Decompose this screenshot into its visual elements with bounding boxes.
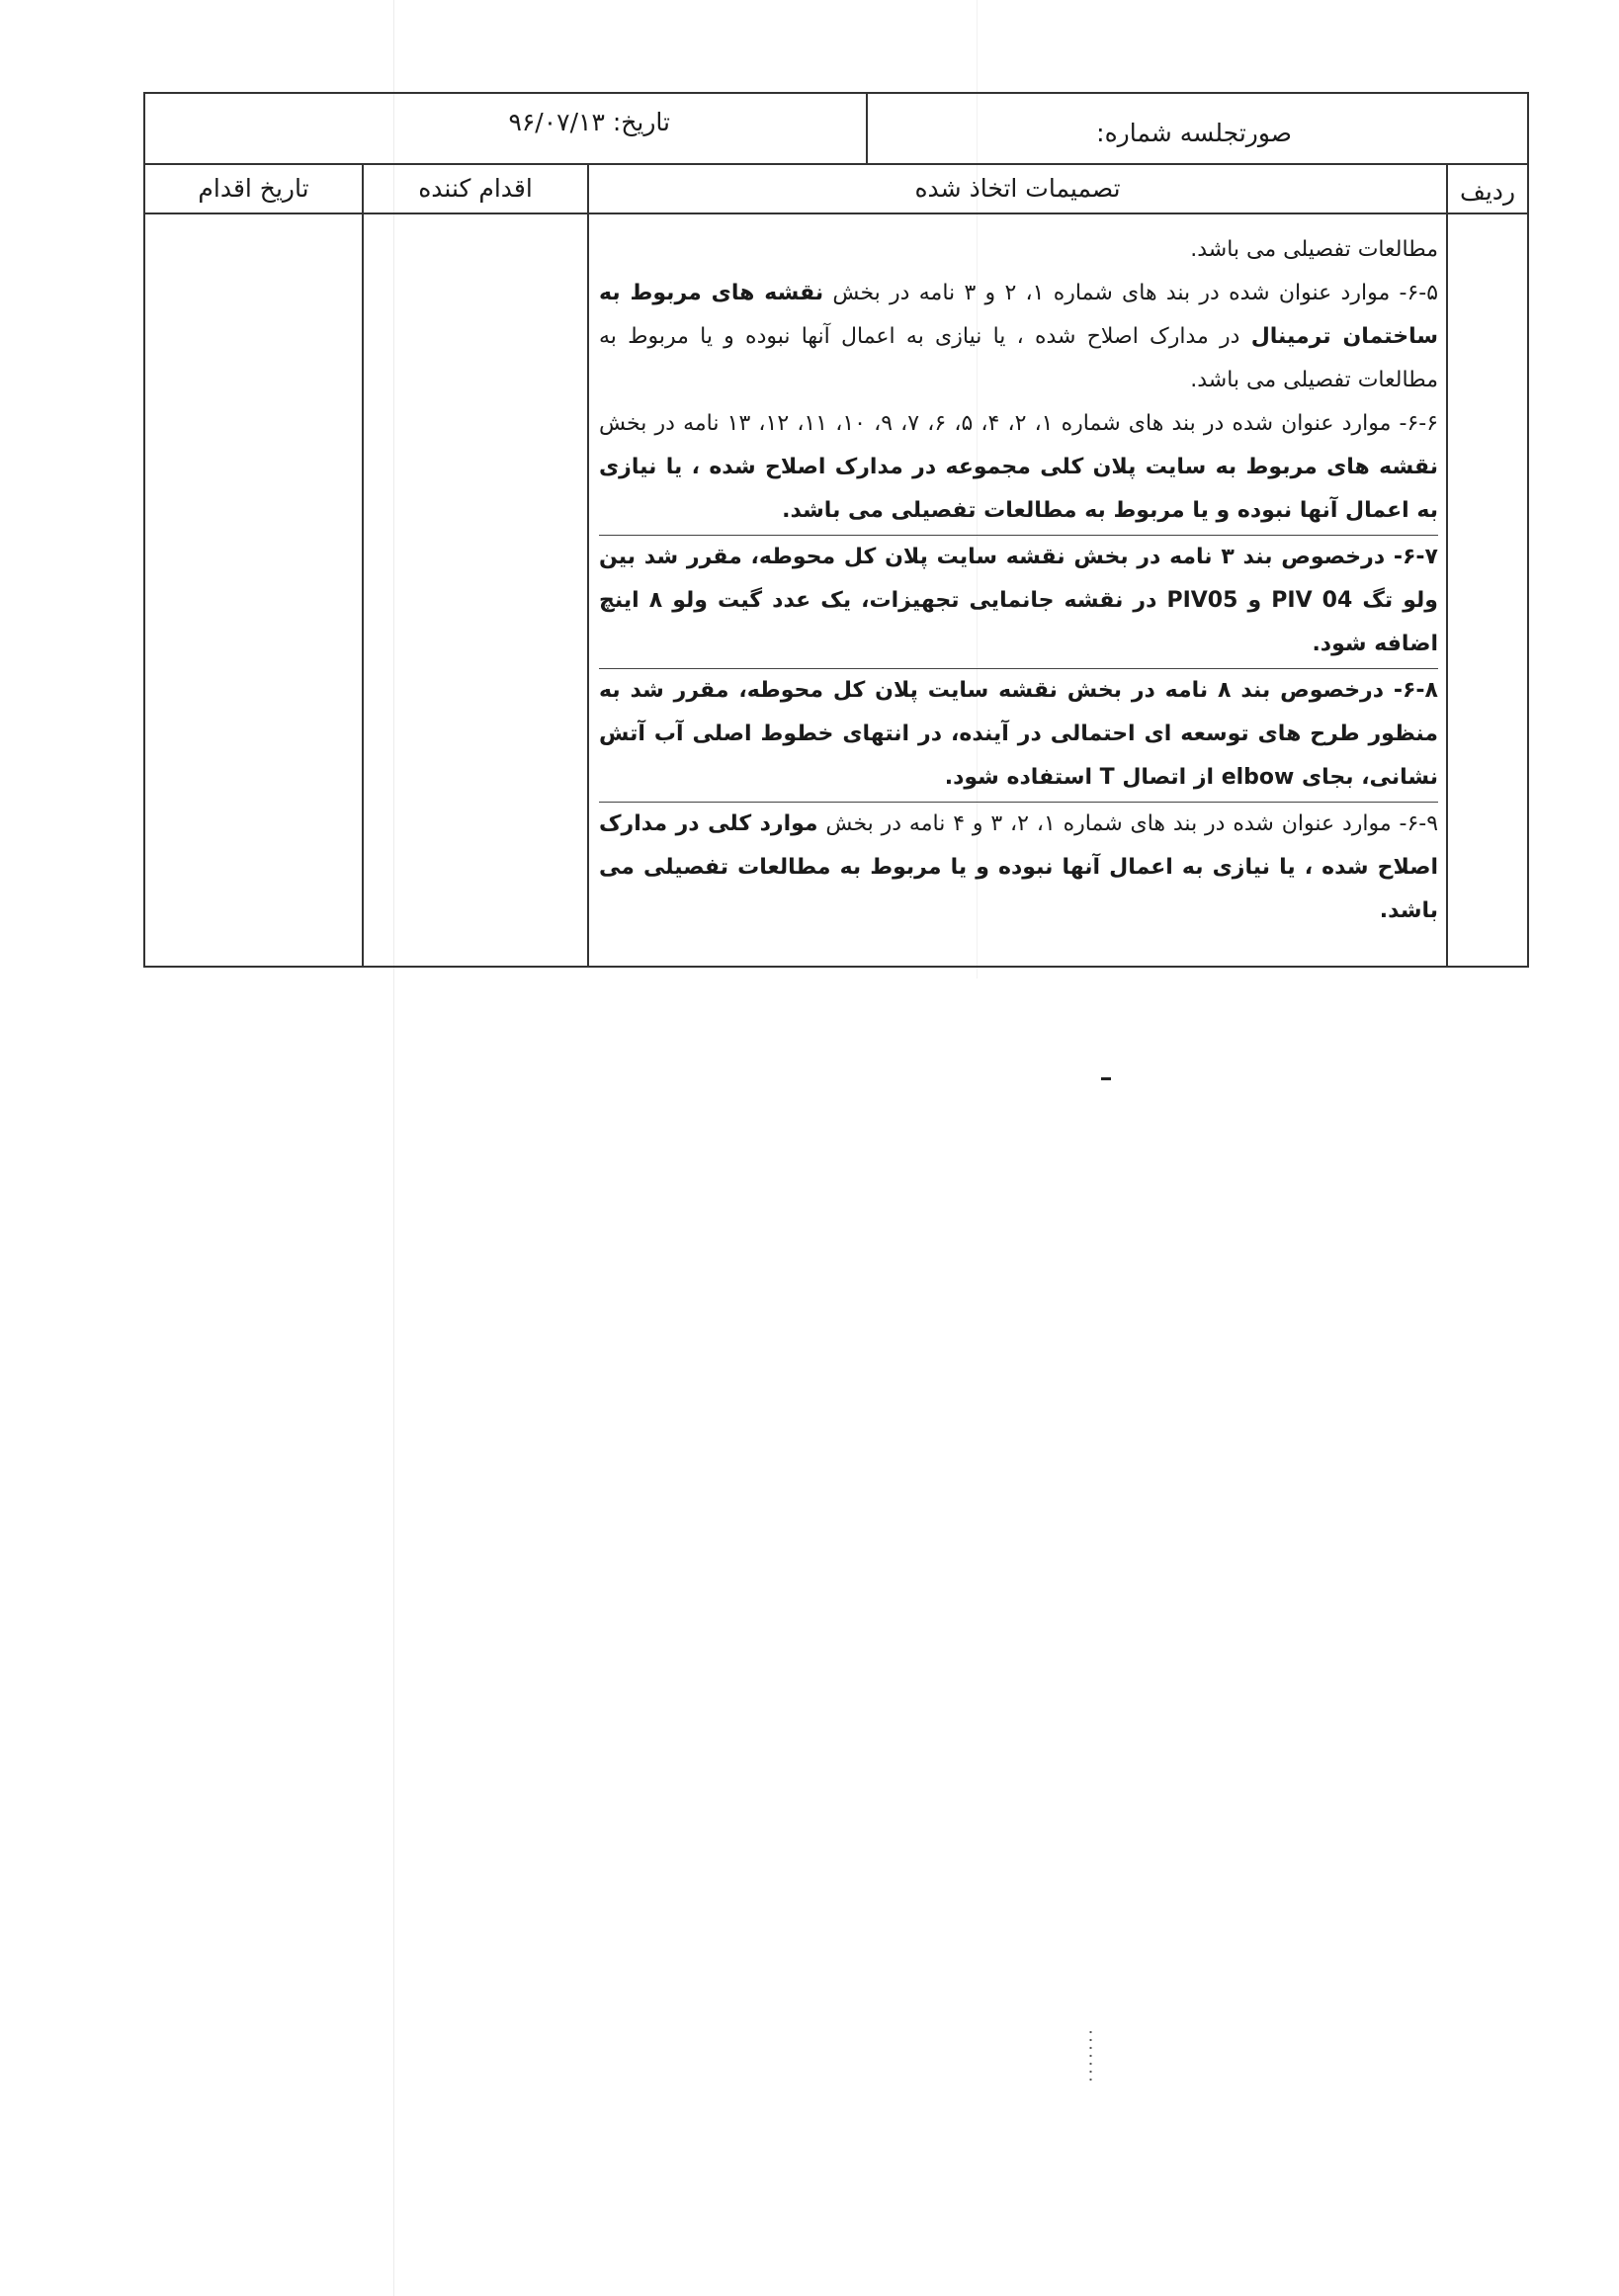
- decision-6-6-text-a: ۶-۶- موارد عنوان شده در بند های شماره ۱، ۲، ۴، ۵، ۶، ۷، ۹، ۱۰، ۱۱، ۱۲، ۱۳ نامه در بخش: [599, 411, 1439, 436]
- row-number-cell: [1446, 214, 1527, 966]
- column-header-row-no-label: ردیف: [1459, 177, 1516, 206]
- meeting-number-label: صورتجلسه شماره:: [1096, 119, 1292, 147]
- decision-6-6-emphasis: نقشه های مربوط به سایت پلان کلی مجموعه: [945, 455, 1438, 479]
- column-header-actor-label: اقدام کننده: [418, 174, 533, 203]
- decisions-text: [589, 214, 1446, 933]
- column-header-decisions: [587, 165, 1446, 213]
- meeting-date-label: تاریخ: ۹۶/۰۷/۱۳: [508, 108, 670, 136]
- decisions-cell: [587, 214, 1446, 966]
- decision-6-5-text-a: ۶-۵- موارد عنوان شده در بند های شماره ۱، ۲ و ۳ نامه در بخش: [823, 281, 1439, 305]
- decision-6-9-emphasis: موارد کلی: [708, 811, 818, 836]
- dotted-mark: [1089, 2028, 1092, 2083]
- decision-item-6-7: ۶-۷- درخصوص بند ۳ نامه در بخش نقشه سایت پلان کل محوطه، مقرر شد بین ولو تگ PIV 04 و PIV05 در نقشه جانمایی تجهیزات، یک عدد گیت ولو ۸ اینچ اضافه شود.: [599, 545, 1438, 656]
- decision-continuation: مطالعات تفصیلی می باشد.: [1190, 237, 1438, 262]
- column-header-action-date-label: تاریخ اقدام: [198, 174, 309, 203]
- decision-item-6-8: ۶-۸- درخصوص بند ۸ نامه در بخش نقشه سایت پلان کل محوطه، مقرر شد به منظور طرح های توسعه ای احتمالی در آینده، در انتهای خطوط اصلی آب آتش نشانی، بجای elbow از اتصال T استفاده شود.: [599, 678, 1438, 790]
- column-header-decisions-label: تصمیمات اتخاذ شده: [914, 174, 1121, 203]
- decision-6-5-text-c: در مدارک اصلاح شده ، یا نیازی به اعمال آنها نبوده و یا مربوط به مطالعات تفصیلی می باشد.: [599, 324, 1438, 392]
- column-header-row: [145, 165, 1527, 214]
- meeting-minutes-table: [143, 92, 1529, 968]
- meeting-number-cell: [866, 94, 1527, 163]
- column-header-action-date: [145, 165, 362, 213]
- body-row: [145, 214, 1527, 966]
- decision-item-6-5: [599, 272, 1438, 402]
- decision-6-9-text-a: ۶-۹- موارد عنوان شده در بند های شماره ۱، ۲، ۳ و ۴ نامه در بخش: [817, 811, 1439, 836]
- actor-cell: [362, 214, 587, 966]
- dash-mark: [1101, 1077, 1111, 1080]
- header-row: [145, 94, 1527, 165]
- decision-6-5-emphasis: نقشه های مربوط به ساختمان ترمینال: [599, 281, 1438, 349]
- column-header-actor: [362, 165, 587, 213]
- decision-item-6-9: [599, 803, 1438, 933]
- decision-6-9-text-c: در مدارک اصلاح شده ، یا نیازی به اعمال آنها نبوده و یا مربوط به مطالعات تفصیلی می باشد.: [599, 811, 1438, 923]
- column-header-row-no: [1446, 165, 1527, 213]
- action-date-cell: [145, 214, 362, 966]
- decision-6-6-text-c: در مدارک اصلاح شده ، یا نیازی به اعمال آنها نبوده و یا مربوط به مطالعات تفصیلی می باشد.: [599, 455, 1438, 523]
- decision-item-6-6: [599, 402, 1438, 533]
- meeting-date-cell: [145, 94, 866, 163]
